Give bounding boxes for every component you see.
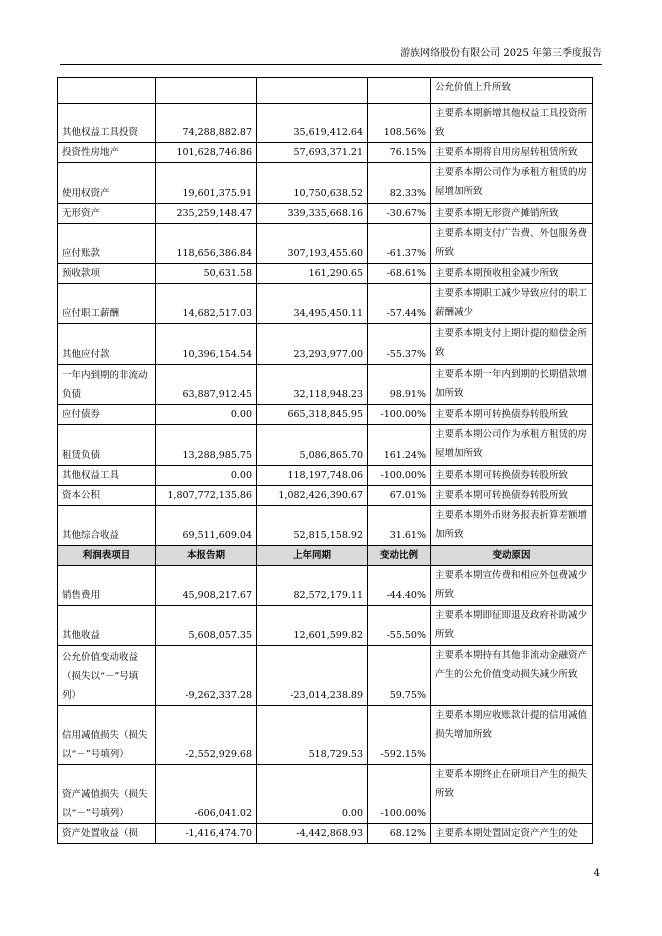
current-period-cell	[156, 78, 257, 104]
table-row	[58, 486, 593, 506]
change-reason-cell: 主要系本期公司作为承租方租赁的房屋增加所致	[431, 163, 593, 204]
change-reason-cell: 主要系本期外币财务报表折算差额增加所致	[431, 506, 593, 546]
table-row	[58, 365, 593, 405]
change-reason-cell: 主要系本期将自用房屋转租赁所致	[431, 143, 593, 163]
change-reason-cell: 主要系本期可转换债券转股所致	[431, 405, 593, 425]
current-period-cell: 50,631.58	[156, 264, 257, 284]
previous-period-cell: 118,197,748.06	[257, 466, 368, 486]
current-period-cell: -606,041.02	[156, 765, 257, 824]
current-period-cell: 118,656,386.84	[156, 224, 257, 264]
change-ratio-cell: -55.37%	[368, 324, 431, 365]
current-period-cell: 19,601,375.91	[156, 163, 257, 204]
change-reason-cell: 主要系本期一年内到期的长期借款增加所致	[431, 365, 593, 405]
previous-period-cell: 339,335,668.16	[257, 204, 368, 224]
item-cell: 其他综合收益	[58, 506, 156, 546]
current-period-header: 本报告期	[156, 546, 257, 566]
change-reason-cell: 主要系本期可转换债券转股所致	[431, 486, 593, 506]
previous-period-header: 上年同期	[257, 546, 368, 566]
change-ratio-cell: -44.40%	[368, 566, 431, 606]
change-ratio-cell: -30.67%	[368, 204, 431, 224]
table-row	[58, 204, 593, 224]
table-row	[58, 284, 593, 324]
previous-period-cell: 307,193,455.60	[257, 224, 368, 264]
previous-period-cell: 0.00	[257, 765, 368, 824]
item-cell: 资产处置收益（损	[58, 824, 156, 844]
current-period-cell: 63,887,912.45	[156, 365, 257, 405]
item-cell: 其他权益工具	[58, 466, 156, 486]
change-ratio-cell: -100.00%	[368, 405, 431, 425]
item-cell: 其他权益工具投资	[58, 104, 156, 143]
change-reason-cell: 主要系本期终止在研项目产生的损失所致	[431, 765, 593, 824]
change-reason-cell: 主要系本期处置固定资产产生的处	[431, 824, 593, 844]
change-reason-cell: 主要系本期宣传费和相应外包费减少所致	[431, 566, 593, 606]
previous-period-cell: 12,601,599.82	[257, 606, 368, 646]
table-row	[58, 405, 593, 425]
change-reason-cell: 主要系本期应收账款计提的信用减值损失增加所致	[431, 706, 593, 765]
change-ratio-cell	[368, 78, 431, 104]
previous-period-cell: 52,815,158.92	[257, 506, 368, 546]
change-ratio-cell: 82.33%	[368, 163, 431, 204]
item-cell: 应付债券	[58, 405, 156, 425]
change-ratio-cell: 67.01%	[368, 486, 431, 506]
financial-changes-table	[57, 77, 593, 844]
previous-period-cell: 518,729.53	[257, 706, 368, 765]
current-period-cell: 1,807,772,135.86	[156, 486, 257, 506]
current-period-cell: 74,288,882.87	[156, 104, 257, 143]
item-cell: 应付账款	[58, 224, 156, 264]
item-cell: 其他收益	[58, 606, 156, 646]
change-ratio-cell: -61.37%	[368, 224, 431, 264]
previous-period-cell: 5,086,865.70	[257, 425, 368, 466]
change-ratio-cell: 98.91%	[368, 365, 431, 405]
change-reason-cell: 主要系本期支付广告费、外包服务费所致	[431, 224, 593, 264]
change-reason-header: 变动原因	[431, 546, 593, 566]
item-cell: 应付职工薪酬	[58, 284, 156, 324]
change-ratio-cell: 68.12%	[368, 824, 431, 844]
change-ratio-cell: -68.61%	[368, 264, 431, 284]
current-period-cell: -9,262,337.28	[156, 646, 257, 706]
header-title: 游族网络股份有限公司 2025 年第三季度报告	[400, 48, 602, 59]
previous-period-cell: 1,082,426,390.67	[257, 486, 368, 506]
previous-period-cell: 82,572,179.11	[257, 566, 368, 606]
table-row	[58, 104, 593, 143]
change-ratio-cell: 59.75%	[368, 646, 431, 706]
item-cell: 预收款项	[58, 264, 156, 284]
previous-period-cell: 57,693,371.21	[257, 143, 368, 163]
current-period-cell: 0.00	[156, 405, 257, 425]
table-row	[58, 224, 593, 264]
previous-period-cell: -4,442,868.93	[257, 824, 368, 844]
table-row	[58, 824, 593, 844]
previous-period-cell: 665,318,845.95	[257, 405, 368, 425]
item-cell: 公允价值变动收益（损失以“－”号填列）	[58, 646, 156, 706]
previous-period-cell: 32,118,948.23	[257, 365, 368, 405]
table-row	[58, 264, 593, 284]
current-period-cell: 45,908,217.67	[156, 566, 257, 606]
current-period-cell: -1,416,474.70	[156, 824, 257, 844]
current-period-cell: -2,552,929.68	[156, 706, 257, 765]
item-cell: 销售费用	[58, 566, 156, 606]
item-cell: 其他应付款	[58, 324, 156, 365]
table-row	[58, 324, 593, 365]
table-row	[58, 143, 593, 163]
item-cell: 无形资产	[58, 204, 156, 224]
item-cell: 信用减值损失（损失以“－”号填列）	[58, 706, 156, 765]
current-period-cell: 235,259,148.47	[156, 204, 257, 224]
page-header	[60, 44, 602, 65]
item-cell: 一年内到期的非流动负债	[58, 365, 156, 405]
change-reason-cell: 主要系本期公司作为承租方租赁的房屋增加所致	[431, 425, 593, 466]
table-row	[58, 706, 593, 765]
current-period-cell: 14,682,517.03	[156, 284, 257, 324]
current-period-cell: 0.00	[156, 466, 257, 486]
current-period-cell: 101,628,746.86	[156, 143, 257, 163]
table-row	[58, 163, 593, 204]
previous-period-cell: 34,495,450.11	[257, 284, 368, 324]
table-row	[58, 78, 593, 104]
change-reason-cell: 主要系本期无形资产摊销所致	[431, 204, 593, 224]
previous-period-cell: 35,619,412.64	[257, 104, 368, 143]
change-ratio-cell: -57.44%	[368, 284, 431, 324]
item-cell: 使用权资产	[58, 163, 156, 204]
table-row	[58, 425, 593, 466]
table-row	[58, 646, 593, 706]
change-ratio-cell: 108.56%	[368, 104, 431, 143]
current-period-cell: 10,396,154.54	[156, 324, 257, 365]
change-reason-cell: 主要系本期即征即退及政府补助减少所致	[431, 606, 593, 646]
change-ratio-cell: 161.24%	[368, 425, 431, 466]
previous-period-cell: 23,293,977.00	[257, 324, 368, 365]
table-row	[58, 606, 593, 646]
change-reason-cell: 主要系本期支付上期计提的赔偿金所致	[431, 324, 593, 365]
change-ratio-cell: -55.50%	[368, 606, 431, 646]
previous-period-cell: -23,014,238.89	[257, 646, 368, 706]
current-period-cell: 13,288,985.75	[156, 425, 257, 466]
change-ratio-cell: 76.15%	[368, 143, 431, 163]
change-reason-cell: 主要系本期职工减少导致应付的职工薪酬减少	[431, 284, 593, 324]
item-cell: 投资性房地产	[58, 143, 156, 163]
change-reason-cell: 主要系本期可转换债券转股所致	[431, 466, 593, 486]
table-row	[58, 466, 593, 486]
change-ratio-cell: -592.15%	[368, 706, 431, 765]
table-row	[58, 566, 593, 606]
item-cell	[58, 78, 156, 104]
item-cell: 资产减值损失（损失以“－”号填列）	[58, 765, 156, 824]
change-reason-cell: 公允价值上升所致	[431, 78, 593, 104]
change-ratio-header: 变动比例	[368, 546, 431, 566]
current-period-cell: 5,608,057.35	[156, 606, 257, 646]
change-reason-cell: 主要系本期预收租金减少所致	[431, 264, 593, 284]
income-item-header: 利润表项目	[58, 546, 156, 566]
item-cell: 资本公积	[58, 486, 156, 506]
previous-period-cell: 161,290.65	[257, 264, 368, 284]
table-row	[58, 765, 593, 824]
change-reason-cell: 主要系本期新增其他权益工具投资所致	[431, 104, 593, 143]
item-cell: 租赁负债	[58, 425, 156, 466]
change-ratio-cell: 31.61%	[368, 506, 431, 546]
change-ratio-cell: -100.00%	[368, 466, 431, 486]
previous-period-cell	[257, 78, 368, 104]
page-number: 4	[593, 868, 600, 879]
current-period-cell: 69,511,609.04	[156, 506, 257, 546]
table-row	[58, 506, 593, 546]
previous-period-cell: 10,750,638.52	[257, 163, 368, 204]
change-reason-cell: 主要系本期持有其他非流动金融资产产生的公允价值变动损失减少所致	[431, 646, 593, 706]
income-statement-header-row	[58, 546, 593, 566]
change-ratio-cell: -100.00%	[368, 765, 431, 824]
